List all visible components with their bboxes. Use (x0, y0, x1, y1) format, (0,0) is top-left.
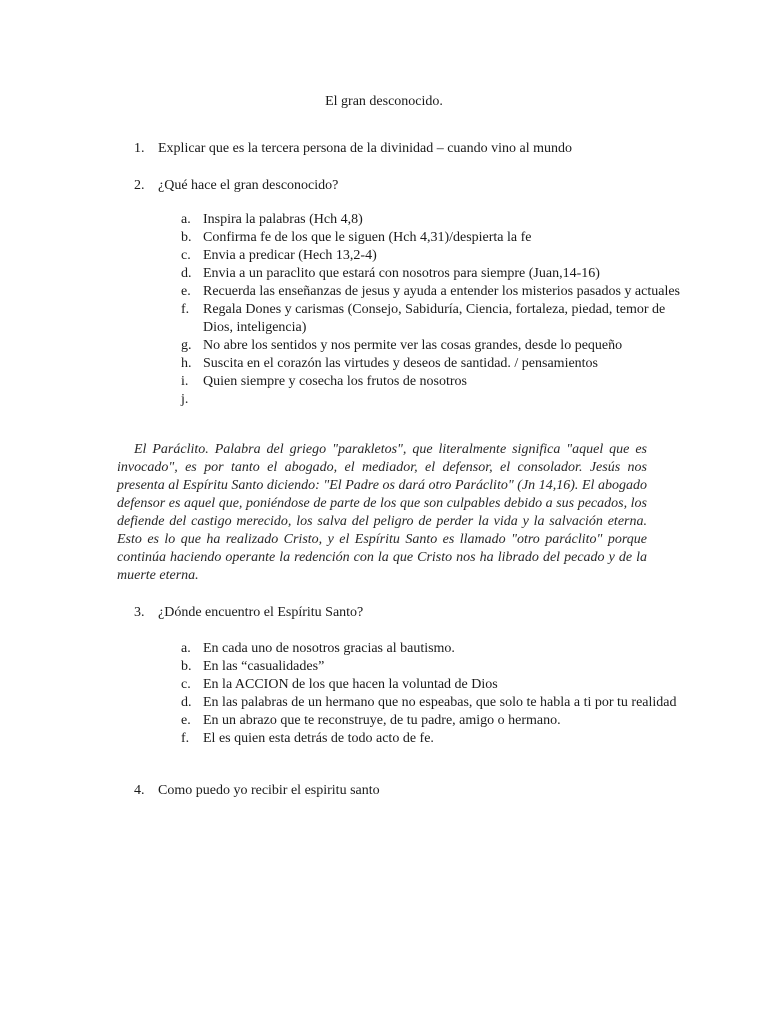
list-letter: d. (181, 695, 192, 710)
list-item (181, 355, 681, 373)
list-letter: a. (181, 641, 191, 656)
list-item (181, 247, 681, 265)
list-item-text: Confirma fe de los que le siguen (Hch 4,31)/despierta la fe (203, 230, 532, 245)
list-item-text: El es quien esta detrás de todo acto de fe. (203, 731, 434, 746)
list-item-text: Quien siempre y cosecha los frutos de nosotros (203, 374, 467, 389)
question-number: 4. (134, 783, 145, 798)
list-item-text: Suscita en el corazón las virtudes y deseos de santidad. / pensamientos (203, 356, 599, 371)
list-item-text: Inspira la palabras (Hch 4,8) (203, 212, 363, 227)
question-4 (134, 782, 694, 800)
list-item-text: En las “casualidades” (203, 659, 325, 674)
question-text: Explicar que es la tercera persona de la divinidad – cuando vino al mundo (158, 141, 573, 156)
question-3-list (181, 640, 681, 748)
list-letter: i. (181, 374, 189, 389)
list-item (181, 712, 681, 730)
question-text: ¿Qué hace el gran desconocido? (158, 178, 339, 193)
list-item (181, 658, 681, 676)
list-item-text: En la ACCION de los que hacen la voluntad de Dios (203, 677, 498, 692)
list-item (181, 211, 681, 229)
list-letter: b. (181, 659, 192, 674)
question-2 (134, 177, 694, 195)
list-item (181, 229, 681, 247)
list-item-text: Envia a un paraclito que estará con nosotros para siempre (Juan,14-16) (203, 266, 600, 281)
list-item-text: En cada uno de nosotros gracias al bautismo. (203, 641, 455, 656)
list-letter: e. (181, 284, 191, 299)
list-item (181, 301, 681, 337)
list-letter: c. (181, 677, 191, 692)
list-letter: h. (181, 356, 192, 371)
list-letter: c. (181, 248, 191, 263)
paraclito-paragraph: El Paráclito. Palabra del griego "parakletos", que literalmente significa "aquel que es invocado", es por tanto el abogado, el mediador, el defensor, el consolador. Jesús nos presenta al Espíritu Santo diciendo: "El Padre os dará otro Paráclito" (Jn 14,16). El abogado defensor es aquel que, poniéndose de parte de los que son culpables debido a sus pecados, los defiende del castigo merecido, los salva del peligro de perder la vida y la salvación eterna. Esto es lo que ha realizado Cristo, y el Espíritu Santo es llamado "otro paráclito" porque continúa haciendo operante la redención con la que Cristo nos ha librado del pecado y de la muerte eterna. (117, 442, 647, 583)
list-item (181, 265, 681, 283)
document-title: El gran desconocido. (325, 94, 443, 109)
list-letter: b. (181, 230, 192, 245)
question-2-list (181, 211, 681, 407)
question-number: 2. (134, 178, 145, 193)
list-letter: d. (181, 266, 192, 281)
question-1 (134, 140, 694, 158)
list-item (181, 337, 681, 355)
list-item (181, 640, 681, 658)
question-3 (134, 604, 694, 622)
list-letter: f. (181, 302, 190, 317)
list-item-text: Envia a predicar (Hech 13,2-4) (203, 248, 377, 263)
question-text: Como puedo yo recibir el espiritu santo (158, 783, 380, 798)
list-item-text: Recuerda las enseñanzas de jesus y ayuda a entender los misterios pasados y actuales (203, 284, 680, 299)
list-item (181, 283, 681, 301)
list-item-text: No abre los sentidos y nos permite ver las cosas grandes, desde lo pequeño (203, 338, 623, 353)
list-item (181, 694, 681, 712)
list-letter: j. (181, 392, 189, 407)
list-letter: a. (181, 212, 191, 227)
question-text: ¿Dónde encuentro el Espíritu Santo? (158, 605, 364, 620)
list-item (181, 373, 681, 391)
list-item (181, 676, 681, 694)
list-letter: f. (181, 731, 190, 746)
question-number: 1. (134, 141, 145, 156)
list-item-text: Regala Dones y carismas (Consejo, Sabiduría, Ciencia, fortaleza, piedad, temor de Dios, inteligencia) (203, 302, 666, 335)
list-item (181, 730, 681, 748)
list-item-text: En un abrazo que te reconstruye, de tu padre, amigo o hermano. (203, 713, 561, 728)
question-number: 3. (134, 605, 145, 620)
list-letter: g. (181, 338, 192, 353)
list-item-text: En las palabras de un hermano que no espeabas, que solo te habla a ti por tu realidad (203, 695, 677, 710)
list-letter: e. (181, 713, 191, 728)
